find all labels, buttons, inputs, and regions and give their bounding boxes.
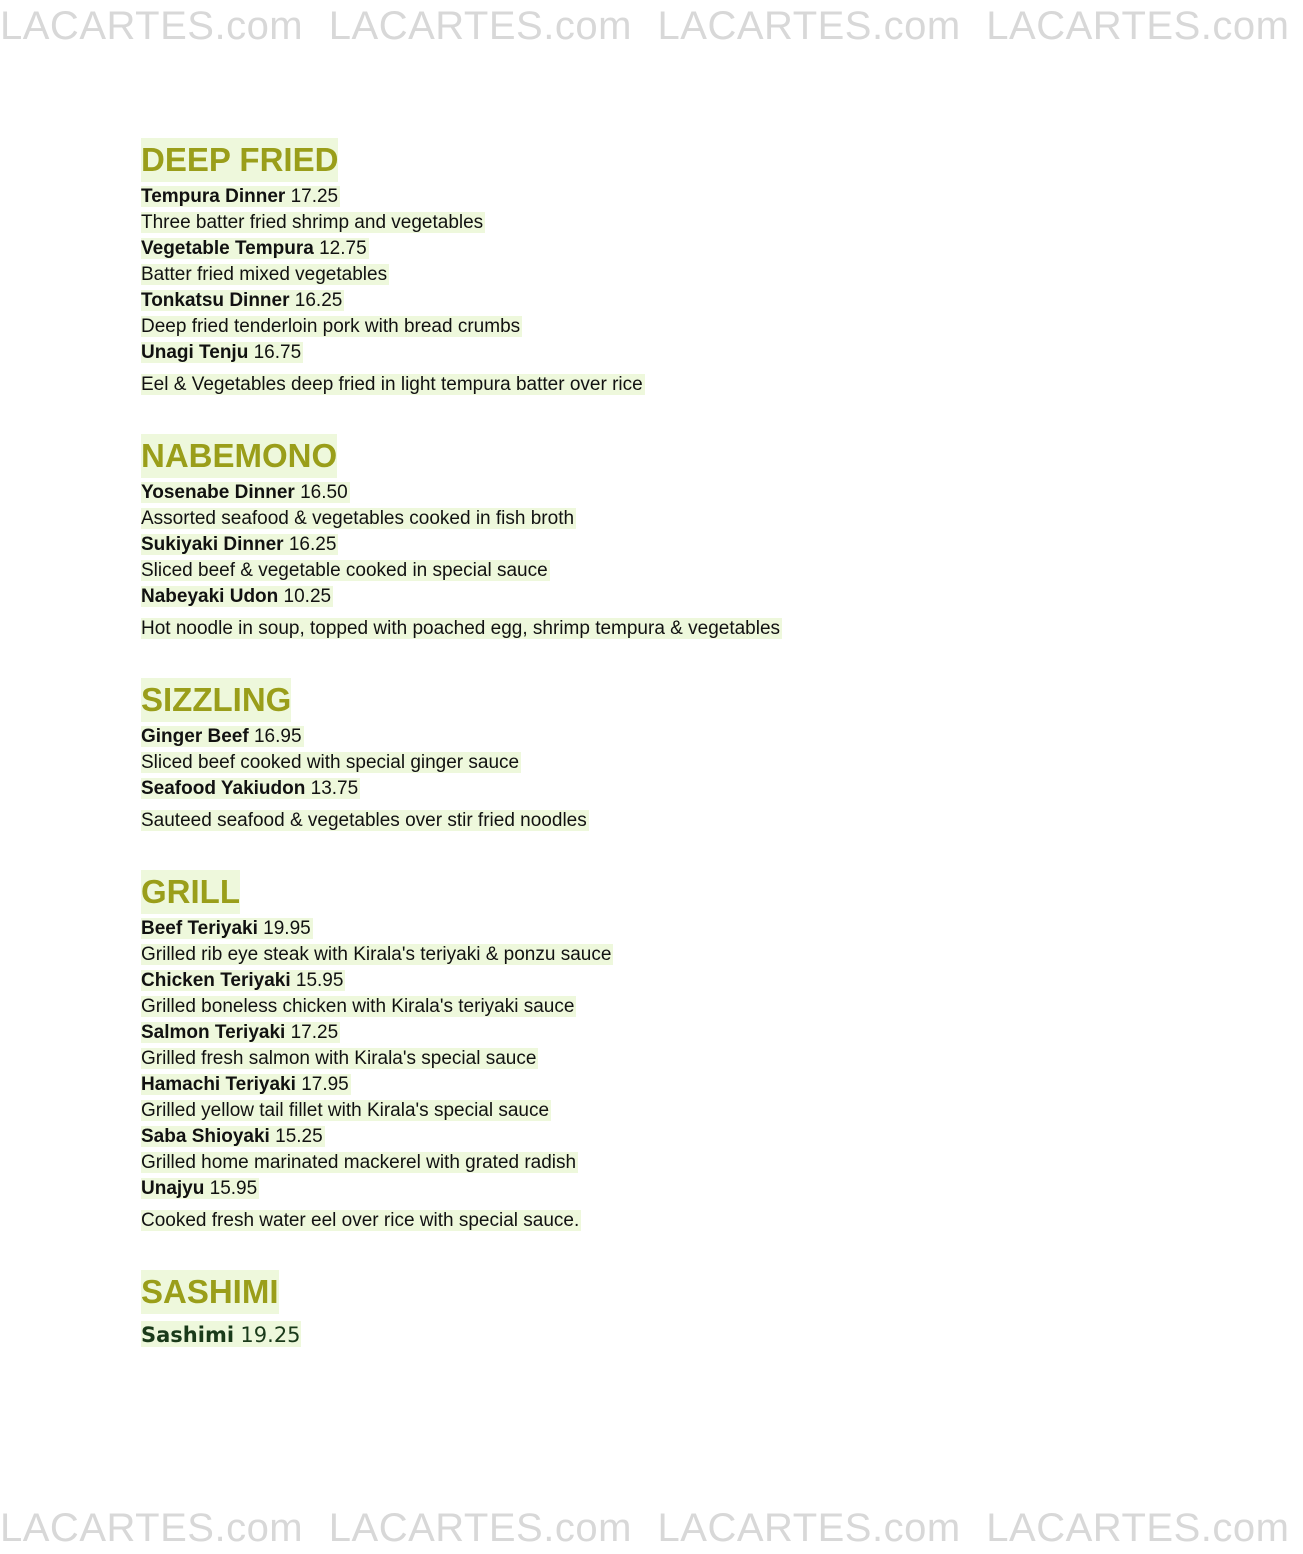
- item-price: 19.95: [263, 918, 311, 939]
- item-price: 12.75: [319, 238, 367, 259]
- item-desc-row: [141, 1098, 1041, 1124]
- item-price: 17.95: [301, 1074, 349, 1095]
- item-desc-row: [141, 616, 1041, 642]
- section-nabemono: [141, 434, 1041, 642]
- item-price: 17.25: [290, 186, 339, 207]
- watermark-text: LACARTES.com: [328, 4, 632, 48]
- item-price: 13.75: [310, 778, 359, 799]
- watermark-text: LACARTES.com: [986, 1506, 1290, 1550]
- item-name: Tonkatsu Dinner: [141, 290, 290, 311]
- item-title-row: [141, 184, 1041, 210]
- item-desc: Sliced beef cooked with special ginger sauce: [141, 752, 520, 773]
- item-name: Sukiyaki Dinner: [141, 534, 284, 555]
- menu-page: [141, 138, 1041, 1387]
- item-title-row: [141, 1176, 1041, 1202]
- item-price: 19.25: [240, 1323, 301, 1347]
- item-price: 15.25: [275, 1126, 323, 1147]
- item-title-row: [141, 1124, 1041, 1150]
- item-desc-row: [141, 808, 1041, 834]
- item-title-row: [141, 968, 1041, 994]
- section-title: NABEMONO: [141, 434, 337, 478]
- item-desc-row: [141, 994, 1041, 1020]
- item-title-row: [141, 776, 1041, 802]
- item-price: 16.50: [300, 482, 348, 503]
- item-price: 15.95: [209, 1178, 258, 1199]
- item-name: Seafood Yakiudon: [141, 778, 306, 799]
- section-deep-fried: [141, 138, 1041, 398]
- item-desc-row: [141, 210, 1041, 236]
- item-name: Ginger Beef: [141, 726, 249, 747]
- item-name: Unajyu: [141, 1178, 205, 1199]
- item-desc: Cooked fresh water eel over rice with special sauce.: [141, 1210, 580, 1231]
- item-name: Chicken Teriyaki: [141, 970, 291, 991]
- item-desc-row: [141, 1208, 1041, 1234]
- item-desc-row: [141, 262, 1041, 288]
- item-name: Unagi Tenju: [141, 342, 249, 363]
- item-name: Salmon Teriyaki: [141, 1022, 286, 1043]
- item-title-row: [141, 532, 1041, 558]
- item-price: 16.95: [253, 726, 302, 747]
- item-desc: Sliced beef & vegetable cooked in special sauce: [141, 560, 548, 581]
- item-name: Saba Shioyaki: [141, 1126, 270, 1147]
- watermark-text: LACARTES.com: [328, 1506, 632, 1550]
- item-name: Beef Teriyaki: [141, 918, 258, 939]
- item-title-row: [141, 480, 1041, 506]
- watermark-text: LACARTES.com: [657, 1506, 961, 1550]
- item-name: Sashimi: [141, 1323, 235, 1347]
- item-title-row: [141, 1072, 1041, 1098]
- watermark-top: [0, 0, 1290, 52]
- section-title: DEEP FRIED: [141, 138, 338, 182]
- item-desc: Grilled boneless chicken with Kirala's teriyaki sauce: [141, 996, 575, 1017]
- item-title-row: [141, 236, 1041, 262]
- section-title: GRILL: [141, 870, 240, 914]
- item-desc: Eel & Vegetables deep fried in light tempura batter over rice: [141, 374, 643, 395]
- section-sizzling: [141, 678, 1041, 834]
- item-desc-row: [141, 558, 1041, 584]
- item-desc-row: [141, 1046, 1041, 1072]
- item-desc: Batter fried mixed vegetables: [141, 264, 388, 285]
- item-price: 16.75: [253, 342, 302, 363]
- item-title-row: [141, 584, 1041, 610]
- item-desc: Grilled fresh salmon with Kirala's special sauce: [141, 1048, 537, 1069]
- item-desc: Hot noodle in soup, topped with poached egg, shrimp tempura & vegetables: [141, 618, 781, 639]
- item-name: Hamachi Teriyaki: [141, 1074, 296, 1095]
- item-title-row: [141, 916, 1041, 942]
- item-desc-row: [141, 942, 1041, 968]
- item-desc: Deep fried tenderloin pork with bread crumbs: [141, 316, 521, 337]
- item-desc-row: [141, 372, 1041, 398]
- item-desc: Grilled rib eye steak with Kirala's teriyaki & ponzu sauce: [141, 944, 612, 965]
- item-desc-row: [141, 750, 1041, 776]
- item-price: 16.25: [294, 290, 343, 311]
- item-name: Yosenabe Dinner: [141, 482, 295, 503]
- watermark-text: LACARTES.com: [657, 4, 961, 48]
- item-desc: Grilled yellow tail fillet with Kirala's special sauce: [141, 1100, 550, 1121]
- item-title-row: [141, 1318, 1041, 1351]
- item-desc-row: [141, 506, 1041, 532]
- item-price: 15.95: [295, 970, 344, 991]
- item-name: Tempura Dinner: [141, 186, 286, 207]
- item-price: 10.25: [283, 586, 332, 607]
- item-desc-row: [141, 1150, 1041, 1176]
- section-sashimi: [141, 1270, 1041, 1351]
- item-price: 16.25: [288, 534, 337, 555]
- item-name: Vegetable Tempura: [141, 238, 314, 259]
- item-desc: Assorted seafood & vegetables cooked in fish broth: [141, 508, 575, 529]
- item-title-row: [141, 340, 1041, 366]
- section-grill: [141, 870, 1041, 1234]
- watermark-text: LACARTES.com: [986, 4, 1290, 48]
- section-title: SASHIMI: [141, 1270, 279, 1314]
- item-desc: Grilled home marinated mackerel with grated radish: [141, 1152, 577, 1173]
- item-name: Nabeyaki Udon: [141, 586, 279, 607]
- item-title-row: [141, 724, 1041, 750]
- item-desc: Sauteed seafood & vegetables over stir fried noodles: [141, 810, 587, 831]
- watermark-text: LACARTES.com: [0, 4, 304, 48]
- watermark-bottom: [0, 1502, 1290, 1554]
- watermark-text: LACARTES.com: [0, 1506, 304, 1550]
- item-desc: Three batter fried shrimp and vegetables: [141, 212, 484, 233]
- item-desc-row: [141, 314, 1041, 340]
- item-title-row: [141, 1020, 1041, 1046]
- section-title: SIZZLING: [141, 678, 291, 722]
- item-title-row: [141, 288, 1041, 314]
- item-price: 17.25: [290, 1022, 339, 1043]
